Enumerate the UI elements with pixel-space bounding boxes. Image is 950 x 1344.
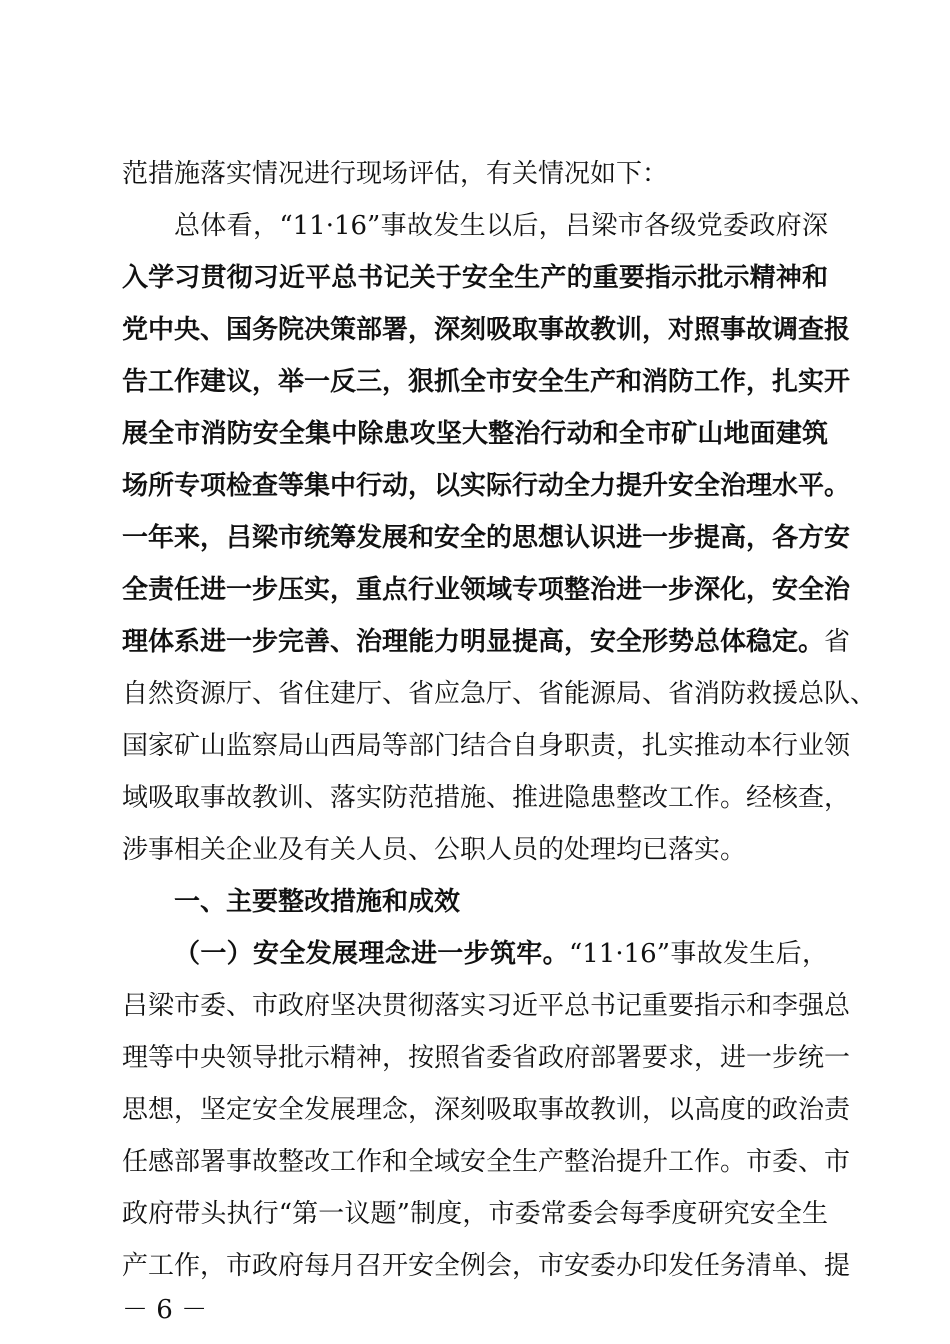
sentence-tail: 省: [824, 627, 851, 657]
paragraph-line: 党中央、国务院决策部署，深刻吸取事故教训，对照事故调查报: [122, 315, 851, 345]
paragraph-line: 思想，坚定安全发展理念，深刻吸取事故教训，以高度的政治责: [122, 1095, 851, 1125]
paragraph-line: 任感部署事故整改工作和全域安全生产整治提升工作。市委、市: [122, 1147, 851, 1177]
paragraph-line: 产工作，市政府每月召开安全例会，市安委办印发任务清单、提: [122, 1251, 851, 1281]
paragraph-line: 告工作建议，举一反三，狠抓全市安全生产和消防工作，扎实开: [122, 367, 851, 397]
paragraph-line: 场所专项检查等集中行动，以实际行动全力提升安全治理水平。: [122, 471, 851, 501]
paragraph-line: 国家矿山监察局山西局等部门结合自身职责，扎实推动本行业领: [122, 731, 851, 761]
subsection-title: （一）安全发展理念进一步筑牢。: [174, 939, 569, 969]
paragraph-line: 入学习贯彻习近平总书记关于安全生产的重要指示批示精神和: [122, 263, 828, 293]
subsection-title-rest: “11·16”事故发生后，: [568, 939, 828, 969]
page-number: － 6 －: [122, 1295, 208, 1325]
paragraph-line: 政府带头执行“第一议题”制度，市委常委会每季度研究安全生: [122, 1199, 828, 1229]
paragraph-line: 自然资源厅、省住建厅、省应急厅、省能源局、省消防救援总队、: [122, 679, 877, 709]
paragraph-line: 理等中央领导批示精神，按照省委省政府部署要求，进一步统一: [122, 1043, 851, 1073]
paragraph-line: 展全市消防安全集中除患攻坚大整治行动和全市矿山地面建筑: [122, 419, 828, 449]
subsection-title-line: [174, 930, 828, 978]
paragraph-line: 域吸取事故教训、落实防范措施、推进隐患整改工作。经核查，: [122, 783, 851, 813]
paragraph-line: 全责任进一步压实，重点行业领域专项整治进一步深化，安全治: [122, 575, 851, 605]
bold-sentence: 理体系进一步完善、治理能力明显提高，安全形势总体稳定。: [122, 627, 825, 657]
section-heading: 一、主要整改措施和成效: [174, 887, 461, 917]
paragraph-line: 总体看，“11·16”事故发生以后，吕梁市各级党委政府深: [174, 211, 828, 241]
paragraph-line: 范措施落实情况进行现场评估，有关情况如下：: [122, 159, 669, 189]
paragraph-line: 吕梁市委、市政府坚决贯彻落实习近平总书记重要指示和李强总: [122, 991, 851, 1021]
paragraph-line: 一年来，吕梁市统筹发展和安全的思想认识进一步提高，各方安: [122, 523, 851, 553]
paragraph-line: [122, 618, 851, 666]
paragraph-line: 涉事相关企业及有关人员、公职人员的处理均已落实。: [122, 835, 747, 865]
